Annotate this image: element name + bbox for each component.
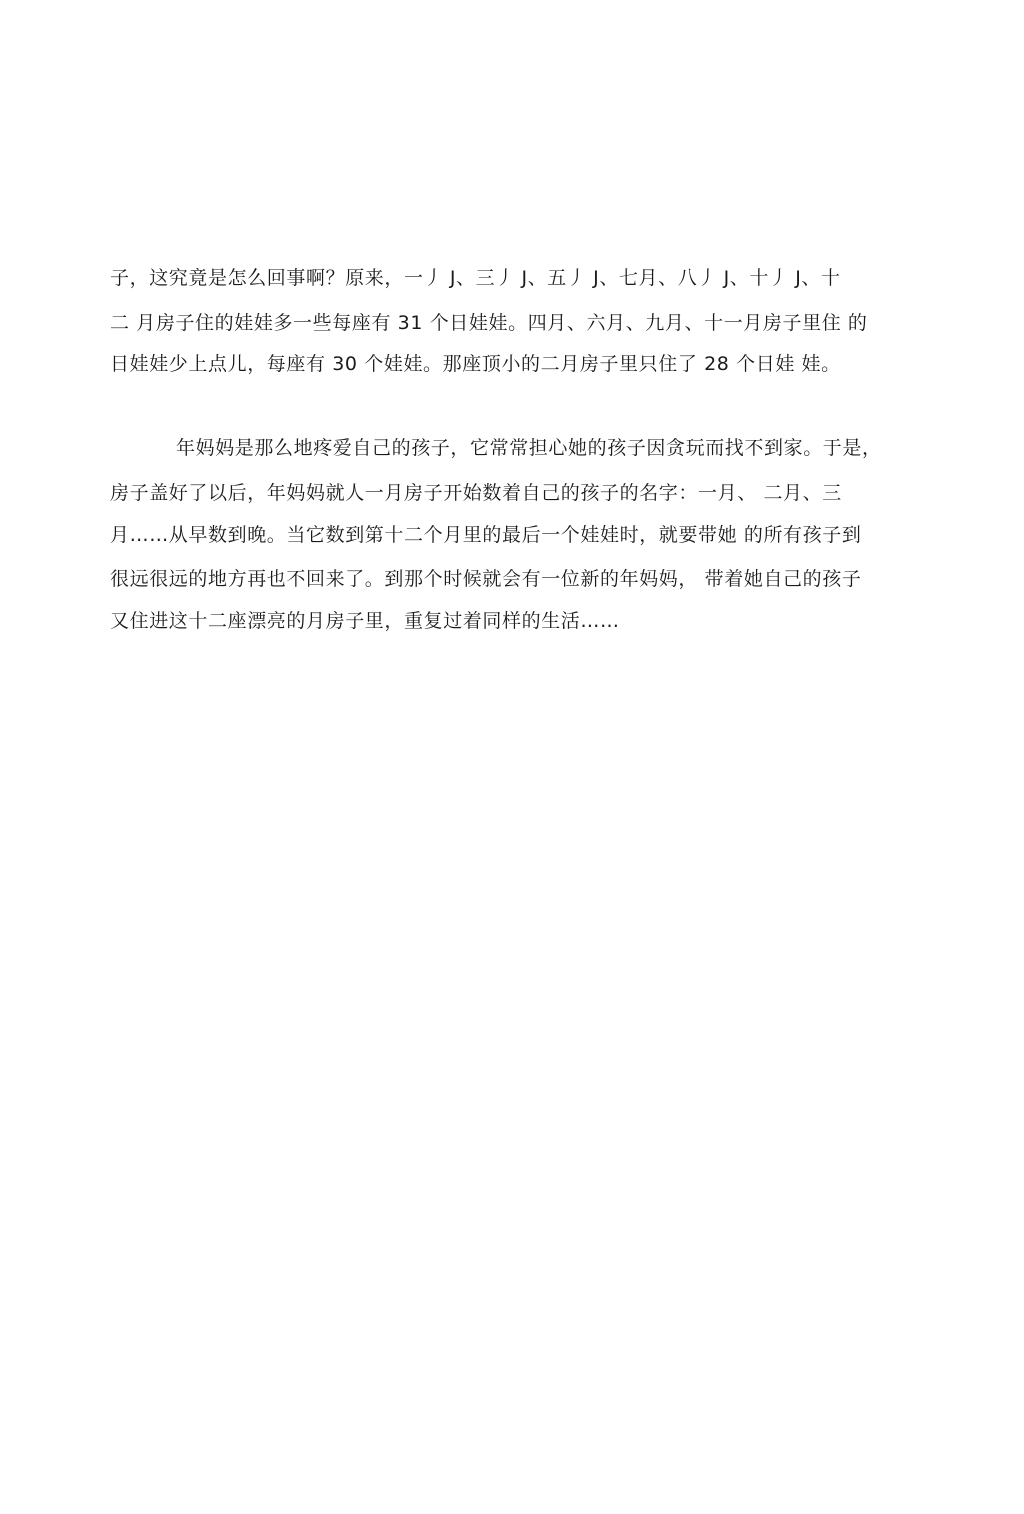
paragraph-line: 日娃娃少上点儿，每座有 30 个娃娃。那座顶小的二月房子里只住了 28 个日娃 娃。: [110, 353, 841, 375]
paragraph-line: 很远很远的地方再也不回来了。到那个时候就会有一位新的年妈妈， 带着她自己的孩子: [110, 568, 862, 590]
paragraph-line: 又住进这十二座漂亮的月房子里，重复过着同样的生活……: [110, 610, 620, 632]
paragraph-line: 子，这究竟是怎么回事啊？原来，一丿 J、三丿 J、五丿 J、七月、八丿 J、十丿 J、十: [110, 267, 841, 289]
paragraph-line: 二 月房子住的娃娃多一些每座有 31 个日娃娃。四月、六月、九月、十一月房子里住 的: [110, 312, 868, 334]
paragraph-line: 房子盖好了以后，年妈妈就人一月房子开始数着自己的孩子的名字：一月、 二月、三: [110, 482, 842, 504]
paragraph-line: 年妈妈是那么地疼爱自己的孩子，它常常担心她的孩子因贪玩而找不到家。于是，: [176, 437, 882, 459]
paragraph-line: 月……从早数到晚。当它数到第十二个月里的最后一个娃娃时，就要带她 的所有孩子到: [110, 524, 862, 546]
